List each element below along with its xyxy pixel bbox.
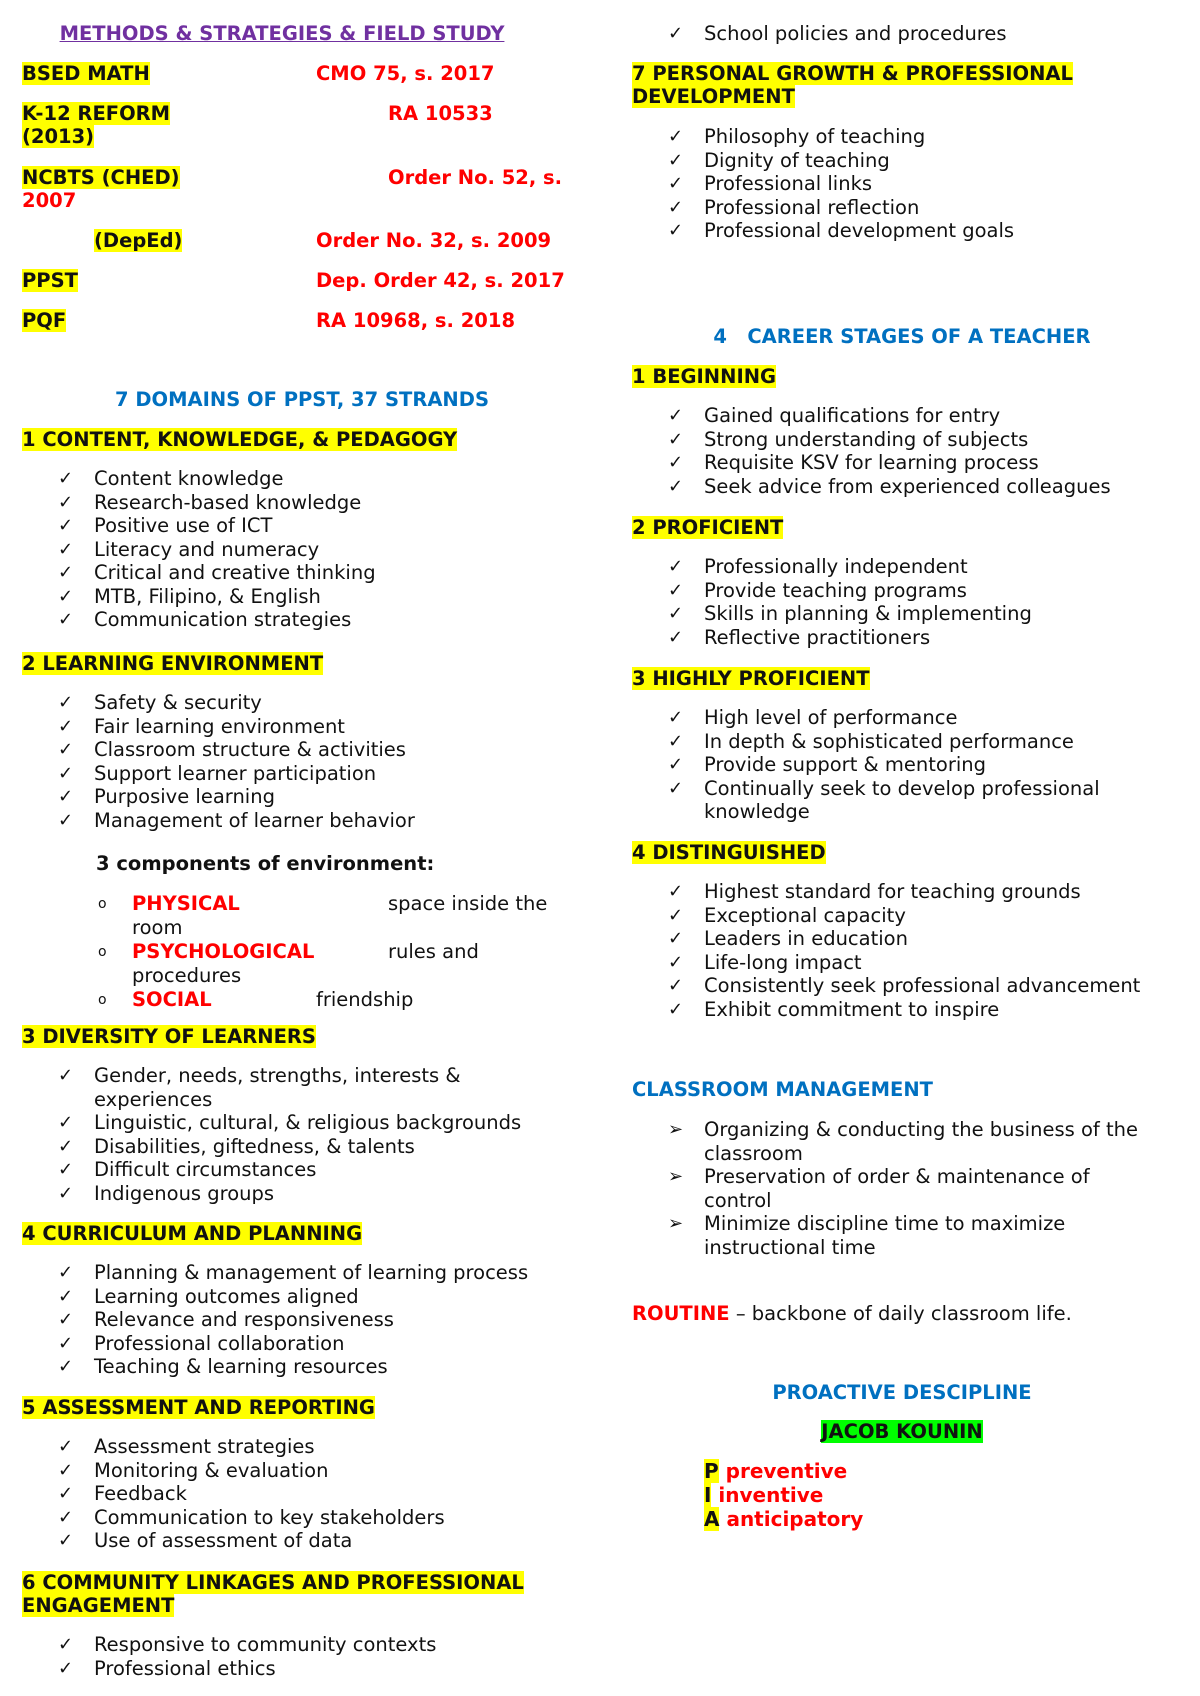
check-icon: ✓ (668, 220, 684, 241)
check-icon: ✓ (58, 609, 74, 630)
list-item: ✓ Learning outcomes aligned (58, 1284, 359, 1308)
career-stage-2-list (632, 555, 1200, 649)
routine-line (632, 1302, 1072, 1325)
list-item: ✓ Dignity of teaching (668, 148, 890, 172)
proactive-title: PROACTIVE DESCIPLINE (772, 1381, 1032, 1404)
check-icon: ✓ (58, 468, 74, 489)
check-icon: ✓ (668, 556, 684, 577)
list-item: ✓ Provide support & mentoring (668, 753, 987, 776)
circle-bullet-icon: o (98, 992, 107, 1008)
domain-7 (632, 62, 1073, 108)
list-item: ✓ Professionally independent (668, 555, 968, 578)
domain-5-list (22, 1435, 654, 1553)
list-item: ✓ Responsive to community contexts (58, 1633, 437, 1656)
list-item: ✓ Purposive learning (58, 785, 275, 808)
check-icon: ✓ (668, 777, 684, 799)
list-item: ✓ Linguistic, cultural, & religious backgrounds (58, 1111, 522, 1134)
law-value: RA 10533 (388, 102, 493, 125)
stage-title: 1 BEGINNING (632, 365, 777, 388)
career-stage-2 (632, 516, 783, 539)
pia-item: A anticipatory (704, 1507, 864, 1531)
check-icon: ✓ (58, 1065, 74, 1086)
career-stage-3 (632, 667, 870, 690)
pia-item: P preventive (704, 1459, 848, 1483)
domain-2-list (22, 691, 654, 832)
list-item: ✓ Feedback (58, 1482, 187, 1505)
list-item: ✓ Use of assessment of data (58, 1529, 353, 1552)
check-icon: ✓ (668, 475, 684, 497)
law-value: RA 10968, s. 2018 (316, 309, 516, 332)
check-icon: ✓ (668, 707, 684, 728)
list-item: ✓ Strong understanding of subjects (668, 427, 1029, 451)
law-value-line2: 2007 (22, 189, 77, 212)
check-icon: ✓ (668, 881, 684, 902)
domain-title: 5 ASSESSMENT AND REPORTING (22, 1396, 375, 1419)
check-icon: ✓ (58, 491, 74, 513)
check-icon: ✓ (58, 1309, 74, 1330)
domain-3-list (22, 1064, 654, 1205)
check-icon: ✓ (668, 603, 684, 624)
domain-title: 6 COMMUNITY LINKAGES AND PROFESSIONAL (22, 1571, 524, 1594)
check-icon: ✓ (668, 951, 684, 973)
domain-3 (22, 1025, 316, 1048)
check-icon: ✓ (668, 23, 684, 44)
list-item: ✓ Exceptional capacity (668, 903, 906, 927)
pia-list (704, 1459, 863, 1531)
list-item: ✓ Teaching & learning resources (58, 1355, 388, 1378)
list-item: ✓ Leaders in education (668, 927, 908, 950)
list-item: ✓ Difficult circumstances (58, 1158, 317, 1181)
arrow-bullet-icon: ➢ (668, 1213, 684, 1234)
list-item: ✓ Fair learning environment (58, 714, 345, 738)
check-icon: ✓ (58, 762, 74, 784)
domain-title: 1 CONTENT, KNOWLEDGE, & PEDAGOGY (22, 428, 458, 451)
list-item: ✓ Research-based knowledge (58, 490, 362, 514)
list-item: ✓ Gender, needs, strengths, interests & (58, 1064, 461, 1087)
domain-4 (22, 1222, 362, 1245)
law-value: Dep. Order 42, s. 2017 (316, 269, 565, 292)
law-label: PPST (22, 269, 78, 292)
list-item: ✓ Reflective practitioners (668, 625, 931, 649)
classroom-list (632, 1118, 1200, 1259)
check-icon: ✓ (58, 786, 74, 807)
domain-title: 2 LEARNING ENVIRONMENT (22, 652, 324, 675)
arrow-bullet-icon: ➢ (668, 1166, 684, 1187)
law-label: BSED MATH (22, 62, 150, 85)
check-icon: ✓ (668, 579, 684, 601)
career-stage-4 (632, 841, 826, 864)
list-item: ✓ Communication to key stakeholders (58, 1505, 445, 1529)
domain-title: 3 DIVERSITY OF LEARNERS (22, 1025, 316, 1048)
list-item: ➢ Preservation of order & maintenance of (668, 1165, 1090, 1188)
check-icon: ✓ (668, 730, 684, 752)
check-icon: ✓ (58, 1332, 74, 1354)
career-stage-1 (632, 365, 776, 388)
list-item: ✓ Professional reflection (668, 195, 920, 219)
check-icon: ✓ (58, 562, 74, 583)
list-item: ✓ Professional ethics (58, 1656, 276, 1680)
routine-text: – backbone of daily classroom life. (729, 1302, 1072, 1325)
list-item: ✓ Management of learner behavior (58, 808, 415, 832)
list-item: ✓ Literacy and numeracy (58, 537, 320, 561)
check-icon: ✓ (668, 173, 684, 194)
list-item: ✓ Assessment strategies (58, 1435, 315, 1458)
domain-5 (22, 1396, 375, 1419)
list-item: ✓ MTB, Filipino, & English (58, 584, 321, 608)
list-item: ✓ Professional development goals (668, 219, 1015, 242)
check-icon: ✓ (58, 1506, 74, 1528)
check-icon: ✓ (668, 126, 684, 147)
list-item: ✓ Content knowledge (58, 467, 284, 490)
list-item: o SOCIAL friendship (98, 988, 414, 1011)
check-icon: ✓ (668, 975, 684, 996)
list-item: ✓ Classroom structure & activities (58, 738, 406, 761)
list-item: ✓ High level of performance (668, 706, 958, 729)
domain-1 (22, 428, 457, 451)
check-icon: ✓ (668, 928, 684, 949)
check-icon: ✓ (668, 405, 684, 426)
domain-1-list (22, 467, 654, 632)
domain-6-list (22, 1633, 654, 1680)
environment-list (22, 892, 692, 1012)
career-stage-3-list (632, 706, 1200, 824)
list-item: ✓ Exhibit commitment to inspire (668, 997, 1000, 1021)
list-item: ✓ Highest standard for teaching grounds (668, 880, 1081, 903)
check-icon: ✓ (668, 196, 684, 218)
law-label: (DepEd) (94, 229, 183, 252)
list-item: ✓ Communication strategies (58, 608, 352, 631)
environment-heading: 3 components of environment: (96, 852, 435, 875)
law-value: Order No. 52, s. (388, 166, 563, 189)
law-label: K-12 REFORM (22, 102, 171, 125)
career-stage-4-list (632, 880, 1200, 1021)
list-item: ✓ Planning & management of learning process (58, 1261, 529, 1284)
stage-title: 2 PROFICIENT (632, 516, 784, 539)
law-label-line2: (2013) (22, 125, 95, 148)
classroom-title: CLASSROOM MANAGEMENT (632, 1078, 933, 1101)
list-item: ✓ Seek advice from experienced colleagues (668, 474, 1111, 498)
check-icon: ✓ (58, 1530, 74, 1551)
list-item-continuation: control (704, 1188, 772, 1212)
page-title: METHODS & STRATEGIES & FIELD STUDY (59, 22, 505, 45)
domain-6 (22, 1571, 524, 1617)
domain-7-list (632, 125, 1200, 243)
domains-title: 7 DOMAINS OF PPST, 37 STRANDS (115, 388, 489, 411)
list-item: ✓ Philosophy of teaching (668, 125, 926, 148)
list-item: ✓ School policies and procedures (668, 22, 1007, 45)
check-icon: ✓ (58, 1657, 74, 1679)
law-value: CMO 75, s. 2017 (316, 62, 495, 85)
check-icon: ✓ (58, 1483, 74, 1504)
check-icon: ✓ (58, 739, 74, 760)
stage-title: 3 HIGHLY PROFICIENT (632, 667, 870, 690)
check-icon: ✓ (668, 754, 684, 775)
domain-title: 4 CURRICULUM AND PLANNING (22, 1222, 363, 1245)
list-item: ✓ Requisite KSV for learning process (668, 451, 1039, 474)
check-icon: ✓ (668, 626, 684, 648)
law-label: NCBTS (CHED) (22, 166, 180, 189)
check-icon: ✓ (58, 1634, 74, 1655)
check-icon: ✓ (668, 149, 684, 171)
check-icon: ✓ (58, 692, 74, 713)
career-title: 4 CAREER STAGES OF A TEACHER (713, 325, 1091, 348)
list-item: ✓ Continually seek to develop professional (668, 776, 1100, 800)
list-item: ✓ Professional links (668, 172, 873, 195)
check-icon: ✓ (58, 1182, 74, 1204)
domain-2 (22, 652, 323, 675)
arrow-bullet-icon: ➢ (668, 1119, 684, 1140)
list-item: ✓ Consistently seek professional advancement (668, 974, 1141, 997)
list-item: o PSYCHOLOGICAL rules and procedures (98, 940, 479, 987)
check-icon: ✓ (58, 1135, 74, 1157)
list-item: ✓ Skills in planning & implementing (668, 602, 1032, 625)
list-item-continuation: knowledge (704, 800, 810, 823)
person-name: JACOB KOUNIN (821, 1420, 983, 1443)
check-icon: ✓ (58, 715, 74, 737)
list-item: ✓ Safety & security (58, 691, 262, 714)
list-item: ✓ Monitoring & evaluation (58, 1458, 329, 1482)
domain-title-line2: DEVELOPMENT (632, 85, 795, 108)
domain-4-list (22, 1261, 654, 1379)
check-icon: ✓ (668, 904, 684, 926)
list-item-continuation: classroom (704, 1141, 803, 1165)
circle-bullet-icon: o (98, 896, 107, 912)
check-icon: ✓ (58, 1285, 74, 1307)
check-icon: ✓ (58, 1112, 74, 1133)
law-label: PQF (22, 309, 67, 332)
domain-6-list-continued (632, 22, 1200, 46)
check-icon: ✓ (58, 1356, 74, 1377)
list-item: ✓ Indigenous groups (58, 1181, 275, 1205)
routine-word: ROUTINE (632, 1302, 730, 1325)
pia-item: I inventive (704, 1483, 824, 1507)
list-item: ✓ Disabilities, giftedness, & talents (58, 1134, 415, 1158)
check-icon: ✓ (668, 452, 684, 473)
check-icon: ✓ (668, 998, 684, 1020)
stage-title: 4 DISTINGUISHED (632, 841, 826, 864)
law-value: Order No. 32, s. 2009 (316, 229, 552, 252)
list-item: ✓ Relevance and responsiveness (58, 1308, 394, 1331)
list-item: ➢ Minimize discipline time to maximize (668, 1212, 1066, 1235)
list-item: ➢ Organizing & conducting the business of the (668, 1118, 1138, 1141)
list-item: ✓ Professional collaboration (58, 1331, 345, 1355)
list-item: ✓ Critical and creative thinking (58, 561, 376, 584)
check-icon: ✓ (58, 538, 74, 560)
career-stage-1-list (632, 404, 1200, 498)
list-item: ✓ Life-long impact (668, 950, 862, 974)
check-icon: ✓ (58, 585, 74, 607)
list-item: ✓ Provide teaching programs (668, 578, 967, 602)
list-item: ✓ Support learner participation (58, 761, 377, 785)
domain-title: 7 PERSONAL GROWTH & PROFESSIONAL (632, 62, 1073, 85)
list-item: ✓ Gained qualifications for entry (668, 404, 1001, 427)
check-icon: ✓ (58, 1159, 74, 1180)
check-icon: ✓ (668, 428, 684, 450)
circle-bullet-icon: o (98, 944, 107, 960)
list-item: ✓ In depth & sophisticated performance (668, 729, 1074, 753)
list-item: ✓ Positive use of ICT (58, 514, 273, 537)
check-icon: ✓ (58, 1262, 74, 1283)
check-icon: ✓ (58, 1459, 74, 1481)
list-item-continuation: experiences (94, 1087, 213, 1111)
check-icon: ✓ (58, 809, 74, 831)
list-item: o PHYSICAL space inside the room (98, 892, 548, 939)
domain-title-line2: ENGAGEMENT (22, 1594, 175, 1617)
person-name-row (632, 1420, 1172, 1443)
check-icon: ✓ (58, 515, 74, 536)
list-item-continuation: instructional time (704, 1235, 876, 1259)
check-icon: ✓ (58, 1436, 74, 1457)
